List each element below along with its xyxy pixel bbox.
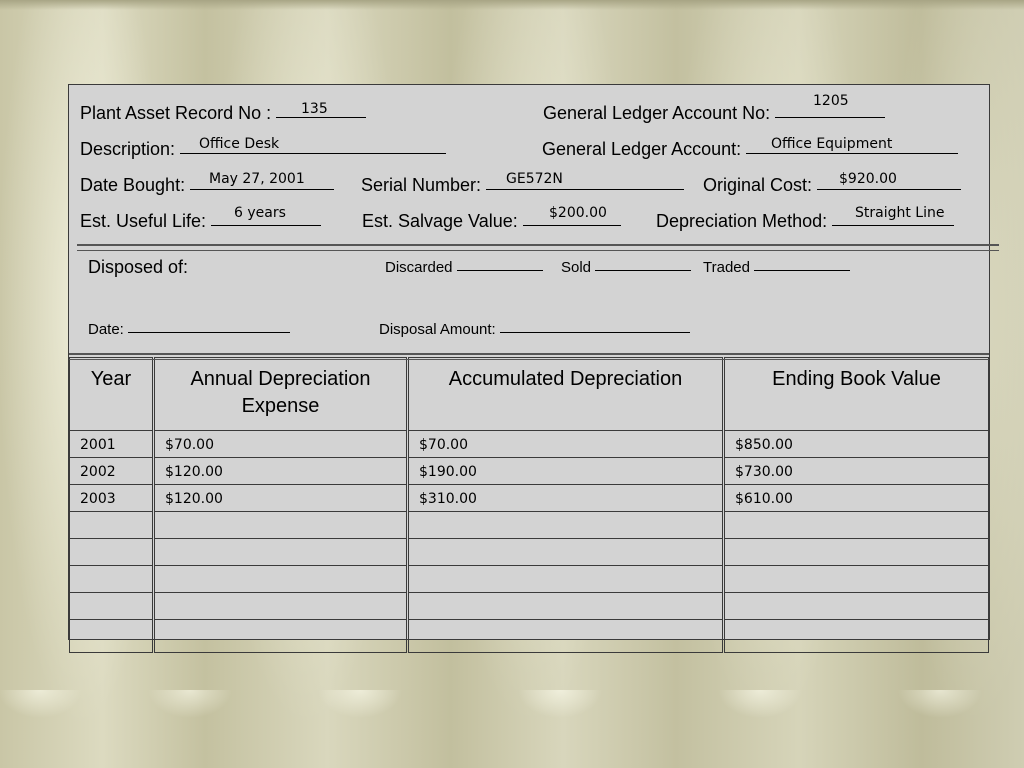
date-bought-label: Date Bought:: [80, 175, 186, 195]
curtain-valance: [0, 0, 1024, 10]
gl-account-no-value: 1205: [813, 93, 849, 109]
salvage-label: Est. Salvage Value:: [362, 211, 518, 231]
cell-year[interactable]: 2002: [70, 458, 154, 485]
cell-annual[interactable]: $120.00: [154, 485, 408, 512]
disposed-of-label: Disposed of:: [88, 257, 189, 277]
cell-book-value[interactable]: [724, 539, 989, 566]
record-no-value: 135: [301, 101, 328, 117]
depreciation-table: [69, 357, 989, 653]
discarded-blank[interactable]: [457, 259, 543, 271]
section-divider: [77, 244, 999, 251]
useful-life-label: Est. Useful Life:: [80, 211, 207, 231]
cell-book-value[interactable]: [724, 593, 989, 620]
disposal-date-blank[interactable]: [128, 321, 290, 333]
cell-year[interactable]: 2003: [70, 485, 154, 512]
cell-year[interactable]: [70, 620, 154, 653]
cell-accumulated[interactable]: $70.00: [408, 431, 724, 458]
cell-book-value[interactable]: $610.00: [724, 485, 989, 512]
cell-year[interactable]: [70, 593, 154, 620]
disposal-amount-label: Disposal Amount:: [379, 321, 496, 338]
cell-accumulated[interactable]: [408, 512, 724, 539]
table-row: [70, 485, 989, 512]
salvage-value: $200.00: [549, 205, 607, 221]
description-label: Description:: [80, 139, 176, 159]
table-row: [70, 512, 989, 539]
method-value: Straight Line: [855, 205, 945, 221]
cell-annual[interactable]: [154, 566, 408, 593]
traded-field: [703, 260, 850, 275]
discarded-field: [385, 260, 543, 275]
gl-account-no-label: General Ledger Account No:: [543, 103, 771, 123]
record-no-label: Plant Asset Record No :: [80, 103, 272, 123]
cell-book-value[interactable]: $730.00: [724, 458, 989, 485]
cell-annual[interactable]: $70.00: [154, 431, 408, 458]
cell-year[interactable]: [70, 512, 154, 539]
original-cost-label: Original Cost:: [703, 175, 813, 195]
disposal-date-field: [88, 322, 290, 337]
traded-label: Traded: [703, 259, 750, 276]
sold-label: Sold: [561, 259, 592, 276]
header-accumulated-depreciation: Accumulated Depreciation: [408, 358, 724, 431]
cell-annual[interactable]: [154, 593, 408, 620]
table-top-divider: [69, 353, 989, 360]
disposal-amount-field: [379, 322, 690, 337]
serial-value: GE572N: [506, 171, 563, 187]
table-row: [70, 566, 989, 593]
cell-annual[interactable]: [154, 620, 408, 653]
cell-book-value[interactable]: [724, 512, 989, 539]
description-value: Office Desk: [199, 136, 280, 152]
cell-year[interactable]: [70, 539, 154, 566]
date-bought-value: May 27, 2001: [209, 171, 305, 187]
header-annual-depreciation: Annual Depreciation Expense: [154, 358, 408, 431]
useful-life-value: 6 years: [234, 205, 286, 221]
original-cost-field: [703, 176, 961, 194]
serial-label: Serial Number:: [361, 175, 482, 195]
cell-accumulated[interactable]: [408, 539, 724, 566]
cell-book-value[interactable]: [724, 566, 989, 593]
cell-year[interactable]: 2001: [70, 431, 154, 458]
cell-book-value[interactable]: [724, 620, 989, 653]
table-header-row: [70, 358, 989, 431]
disposal-amount-blank[interactable]: [500, 321, 690, 333]
sold-field: [561, 260, 691, 275]
plant-asset-record-form: [68, 84, 990, 640]
cell-annual[interactable]: [154, 512, 408, 539]
cell-accumulated[interactable]: $190.00: [408, 458, 724, 485]
table-row: [70, 593, 989, 620]
sold-blank[interactable]: [595, 259, 691, 271]
cell-annual[interactable]: [154, 539, 408, 566]
cell-accumulated[interactable]: $310.00: [408, 485, 724, 512]
curtain-hem: [0, 690, 1024, 768]
gl-account-value: Office Equipment: [771, 136, 893, 152]
method-label: Depreciation Method:: [656, 211, 828, 231]
cell-accumulated[interactable]: [408, 620, 724, 653]
original-cost-value: $920.00: [839, 171, 897, 187]
discarded-label: Discarded: [385, 259, 453, 276]
table-row: [70, 458, 989, 485]
cell-book-value[interactable]: $850.00: [724, 431, 989, 458]
header-year: Year: [70, 358, 154, 431]
traded-blank[interactable]: [754, 259, 850, 271]
cell-accumulated[interactable]: [408, 566, 724, 593]
table-row: [70, 431, 989, 458]
gl-account-label: General Ledger Account:: [542, 139, 742, 159]
disposal-date-label: Date:: [88, 321, 124, 338]
cell-accumulated[interactable]: [408, 593, 724, 620]
table-row: [70, 539, 989, 566]
cell-annual[interactable]: $120.00: [154, 458, 408, 485]
gl-account-field: [542, 140, 958, 158]
header-ending-book-value: Ending Book Value: [724, 358, 989, 431]
table-row: [70, 620, 989, 653]
cell-year[interactable]: [70, 566, 154, 593]
